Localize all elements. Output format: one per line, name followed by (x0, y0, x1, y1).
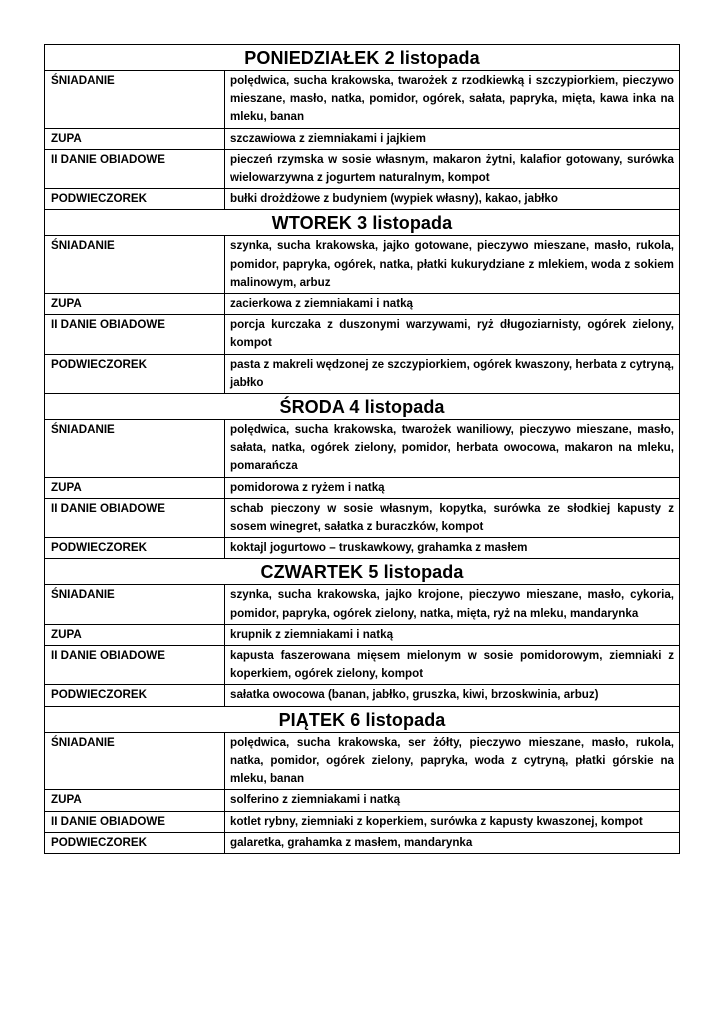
meal-label: ZUPA (45, 477, 225, 498)
meal-label: II DANIE OBIADOWE (45, 498, 225, 537)
meal-description: kapusta faszerowana mięsem mielonym w sosie pomidorowym, ziemniaki z koperkiem, ogórek zielony, kompot (225, 646, 680, 685)
meal-row-snack (45, 832, 680, 853)
meal-label: ŚNIADANIE (45, 71, 225, 129)
meal-description: bułki drożdżowe z budyniem (wypiek własny), kakao, jabłko (225, 189, 680, 210)
meal-label: II DANIE OBIADOWE (45, 646, 225, 685)
meal-row-breakfast (45, 732, 680, 790)
meal-description: pasta z makreli wędzonej ze szczypiorkiem, ogórek kwaszony, herbata z cytryną, jabłko (225, 354, 680, 393)
meal-row-snack (45, 538, 680, 559)
meal-description: koktajl jogurtowo – truskawkowy, grahamka z masłem (225, 538, 680, 559)
meal-row-soup (45, 477, 680, 498)
day-title: PONIEDZIAŁEK 2 listopada (45, 45, 680, 71)
meal-label: II DANIE OBIADOWE (45, 315, 225, 354)
meal-description: polędwica, sucha krakowska, ser żółty, pieczywo mieszane, masło, rukola, natka, pomidor, ogórek zielony, papryka, woda z cytryną, płatki górskie na mleku, banan (225, 732, 680, 790)
meal-description: szynka, sucha krakowska, jajko krojone, pieczywo mieszane, masło, cykoria, pomidor, papryka, ogórek zielony, natka, mięta, ryż na mleku, mandarynka (225, 585, 680, 624)
meal-label: ŚNIADANIE (45, 585, 225, 624)
meal-label: II DANIE OBIADOWE (45, 811, 225, 832)
meal-description: galaretka, grahamka z masłem, mandarynka (225, 832, 680, 853)
meal-description: pieczeń rzymska w sosie własnym, makaron żytni, kalafior gotowany, surówka wielowarzywna z jogurtem naturalnym, kompot (225, 149, 680, 188)
day-header-row (45, 210, 680, 236)
meal-label: PODWIECZOREK (45, 685, 225, 706)
menu-body (45, 45, 680, 854)
meal-label: ZUPA (45, 790, 225, 811)
meal-row-snack (45, 354, 680, 393)
meal-description: pomidorowa z ryżem i natką (225, 477, 680, 498)
meal-row-breakfast (45, 420, 680, 478)
meal-description: solferino z ziemniakami i natką (225, 790, 680, 811)
meal-label: PODWIECZOREK (45, 832, 225, 853)
meal-label: PODWIECZOREK (45, 354, 225, 393)
day-header-row (45, 706, 680, 732)
day-title: PIĄTEK 6 listopada (45, 706, 680, 732)
meal-label: ŚNIADANIE (45, 732, 225, 790)
day-header-row (45, 394, 680, 420)
meal-label: ZUPA (45, 624, 225, 645)
meal-description: szczawiowa z ziemniakami i jajkiem (225, 128, 680, 149)
meal-row-snack (45, 685, 680, 706)
meal-row-breakfast (45, 585, 680, 624)
meal-row-main-course (45, 646, 680, 685)
day-title: WTOREK 3 listopada (45, 210, 680, 236)
meal-label: ŚNIADANIE (45, 236, 225, 294)
meal-row-soup (45, 294, 680, 315)
meal-label: PODWIECZOREK (45, 189, 225, 210)
meal-label: ZUPA (45, 128, 225, 149)
meal-label: ZUPA (45, 294, 225, 315)
meal-row-snack (45, 189, 680, 210)
meal-label: PODWIECZOREK (45, 538, 225, 559)
day-title: CZWARTEK 5 listopada (45, 559, 680, 585)
meal-row-soup (45, 790, 680, 811)
meal-row-soup (45, 128, 680, 149)
meal-label: II DANIE OBIADOWE (45, 149, 225, 188)
meal-description: szynka, sucha krakowska, jajko gotowane, pieczywo mieszane, masło, rukola, pomidor, papryka, ogórek, natka, płatki kukurydziane z mlekiem, woda z sokiem malinowym, arbuz (225, 236, 680, 294)
meal-row-main-course (45, 149, 680, 188)
meal-description: schab pieczony w sosie własnym, kopytka, surówka ze słodkiej kapusty z sosem winegret, sałatka z buraczków, kompot (225, 498, 680, 537)
meal-description: zacierkowa z ziemniakami i natką (225, 294, 680, 315)
day-header-row (45, 45, 680, 71)
meal-description: krupnik z ziemniakami i natką (225, 624, 680, 645)
meal-description: porcja kurczaka z duszonymi warzywami, ryż długoziarnisty, ogórek zielony, kompot (225, 315, 680, 354)
meal-description: kotlet rybny, ziemniaki z koperkiem, surówka z kapusty kwaszonej, kompot (225, 811, 680, 832)
meal-description: polędwica, sucha krakowska, twarożek waniliowy, pieczywo mieszane, masło, sałata, natka, ogórek zielony, pomidor, herbata owocowa, makaron na mleku, pomarańcza (225, 420, 680, 478)
meal-label: ŚNIADANIE (45, 420, 225, 478)
weekly-menu-table (44, 44, 680, 854)
meal-row-main-course (45, 315, 680, 354)
day-header-row (45, 559, 680, 585)
meal-row-breakfast (45, 236, 680, 294)
meal-row-main-course (45, 811, 680, 832)
meal-description: polędwica, sucha krakowska, twarożek z rzodkiewką i szczypiorkiem, pieczywo mieszane, masło, natka, pomidor, ogórek, sałata, papryka, mięta, kawa inka na mleku, banan (225, 71, 680, 129)
meal-row-soup (45, 624, 680, 645)
day-title: ŚRODA 4 listopada (45, 394, 680, 420)
meal-row-main-course (45, 498, 680, 537)
meal-description: sałatka owocowa (banan, jabłko, gruszka, kiwi, brzoskwinia, arbuz) (225, 685, 680, 706)
meal-row-breakfast (45, 71, 680, 129)
